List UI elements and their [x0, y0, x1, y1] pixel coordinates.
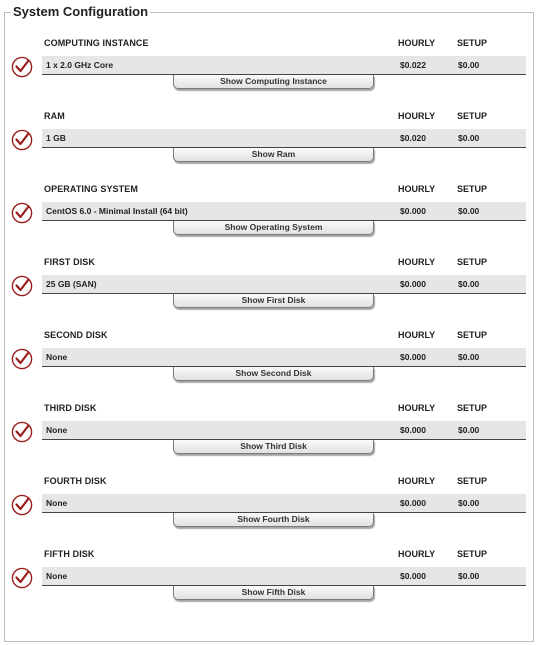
checkmark-icon	[11, 129, 33, 151]
section-title: RAM	[44, 111, 65, 121]
show-fourth-disk-button[interactable]: Show Fourth Disk	[173, 513, 374, 527]
show-operating-system-button[interactable]: Show Operating System	[173, 221, 374, 235]
setup-price: $0.00	[458, 352, 480, 362]
selected-option-value: 25 GB (SAN)	[46, 279, 97, 289]
selected-option-row	[42, 202, 526, 221]
checkmark-icon	[11, 275, 33, 297]
selected-option-row	[42, 494, 526, 513]
show-fifth-disk-button[interactable]: Show Fifth Disk	[173, 586, 374, 600]
setup-price: $0.00	[458, 571, 480, 581]
section-title: FOURTH DISK	[44, 476, 107, 486]
config-section-fourth-disk	[0, 475, 538, 548]
config-section-second-disk	[0, 329, 538, 402]
selected-option-value: None	[46, 571, 68, 581]
checkmark-icon	[11, 494, 33, 516]
hourly-price: $0.000	[400, 279, 426, 289]
hourly-header: HOURLY	[398, 403, 436, 413]
hourly-price: $0.000	[400, 498, 426, 508]
checkmark-icon	[11, 56, 33, 78]
section-title: SECOND DISK	[44, 330, 108, 340]
setup-header: SETUP	[457, 549, 488, 559]
hourly-header: HOURLY	[398, 476, 436, 486]
selected-option-value: None	[46, 352, 68, 362]
selected-option-row	[42, 567, 526, 586]
selected-option-value: 1 x 2.0 GHz Core	[46, 60, 114, 70]
config-section-fifth-disk	[0, 548, 538, 621]
panel-legend: System Configuration	[13, 4, 149, 19]
show-second-disk-button[interactable]: Show Second Disk	[173, 367, 374, 381]
setup-header: SETUP	[457, 403, 488, 413]
hourly-header: HOURLY	[398, 257, 436, 267]
selected-option-row	[42, 348, 526, 367]
config-section-third-disk	[0, 402, 538, 475]
selected-option-value: CentOS 6.0 - Minimal Install (64 bit)	[46, 206, 188, 216]
checkmark-icon	[11, 202, 33, 224]
setup-header: SETUP	[457, 330, 488, 340]
hourly-header: HOURLY	[398, 38, 436, 48]
setup-header: SETUP	[457, 38, 488, 48]
setup-header: SETUP	[457, 257, 488, 267]
checkmark-icon	[11, 567, 33, 589]
hourly-price: $0.000	[400, 206, 426, 216]
hourly-header: HOURLY	[398, 184, 436, 194]
checkmark-icon	[11, 421, 33, 443]
hourly-price: $0.020	[400, 133, 426, 143]
section-title: THIRD DISK	[44, 403, 97, 413]
show-third-disk-button[interactable]: Show Third Disk	[173, 440, 374, 454]
hourly-header: HOURLY	[398, 111, 436, 121]
hourly-header: HOURLY	[398, 549, 436, 559]
config-section-first-disk	[0, 256, 538, 329]
checkmark-icon	[11, 348, 33, 370]
show-ram-button[interactable]: Show Ram	[173, 148, 374, 162]
hourly-price: $0.022	[400, 60, 426, 70]
section-title: OPERATING SYSTEM	[44, 184, 138, 194]
selected-option-row	[42, 129, 526, 148]
selected-option-row	[42, 275, 526, 294]
hourly-price: $0.000	[400, 571, 426, 581]
section-title: COMPUTING INSTANCE	[44, 38, 149, 48]
section-title: FIFTH DISK	[44, 549, 95, 559]
setup-header: SETUP	[457, 111, 488, 121]
hourly-header: HOURLY	[398, 330, 436, 340]
selected-option-row	[42, 421, 526, 440]
show-computing-instance-button[interactable]: Show Computing Instance	[173, 75, 374, 89]
setup-header: SETUP	[457, 184, 488, 194]
setup-price: $0.00	[458, 206, 480, 216]
hourly-price: $0.000	[400, 425, 426, 435]
setup-header: SETUP	[457, 476, 488, 486]
show-first-disk-button[interactable]: Show First Disk	[173, 294, 374, 308]
selected-option-value: None	[46, 498, 68, 508]
setup-price: $0.00	[458, 279, 480, 289]
selected-option-row	[42, 56, 526, 75]
selected-option-value: 1 GB	[46, 133, 66, 143]
setup-price: $0.00	[458, 133, 480, 143]
selected-option-value: None	[46, 425, 68, 435]
config-section-operating-system	[0, 183, 538, 256]
hourly-price: $0.000	[400, 352, 426, 362]
config-section-computing-instance	[0, 37, 538, 110]
setup-price: $0.00	[458, 60, 480, 70]
section-title: FIRST DISK	[44, 257, 96, 267]
setup-price: $0.00	[458, 498, 480, 508]
setup-price: $0.00	[458, 425, 480, 435]
config-section-ram	[0, 110, 538, 183]
